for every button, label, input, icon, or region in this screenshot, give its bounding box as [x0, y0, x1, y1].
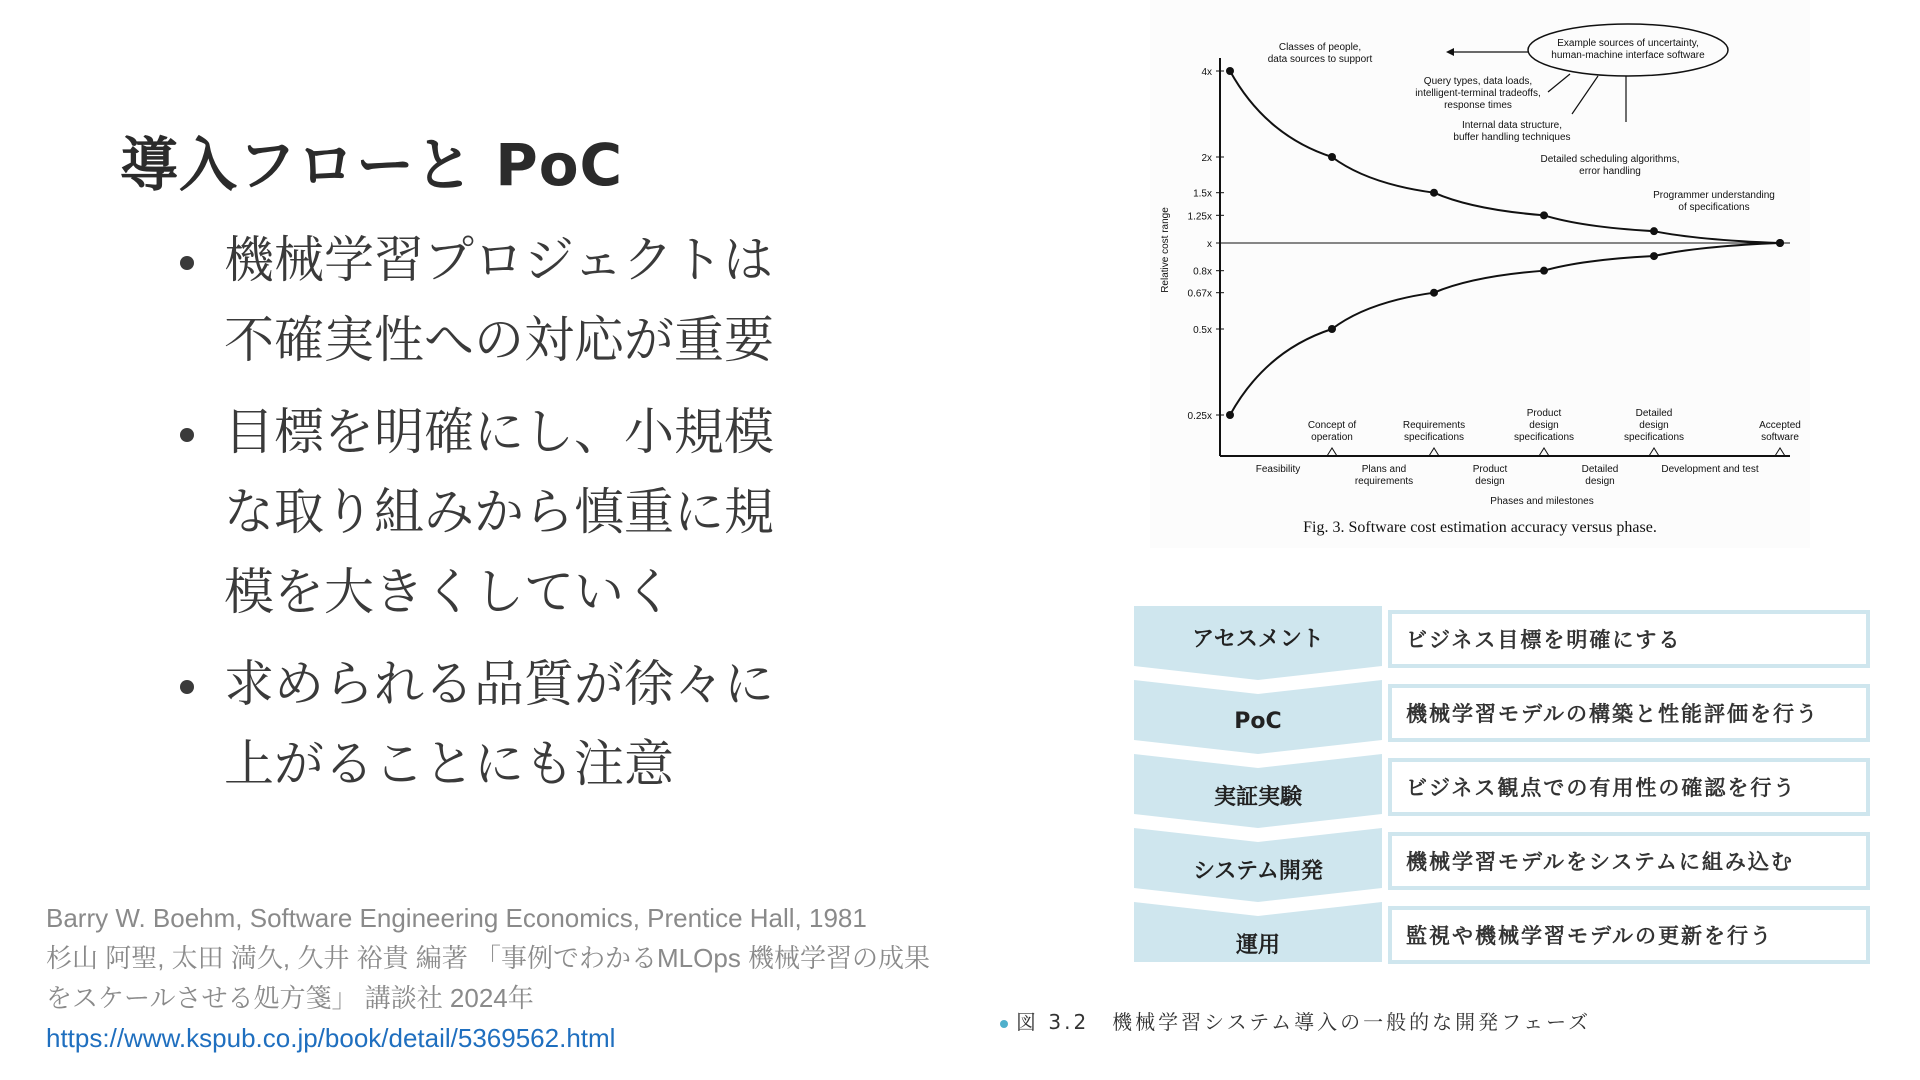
svg-text:specifications: specifications: [1403, 432, 1465, 443]
svg-text:design: design: [1529, 420, 1559, 431]
y-tick-label: 0.8x: [1193, 266, 1212, 278]
bullet-item: [180, 644, 830, 804]
svg-text:intelligent-terminal tradeoffs: intelligent-terminal tradeoffs,: [1415, 88, 1541, 99]
phase-name: 運用: [1235, 932, 1280, 958]
arrow-to-query: [1548, 74, 1570, 92]
phase-description: 監視や機械学習モデルの更新を行う: [1388, 906, 1870, 964]
svg-text:Example sources of uncertainty: Example sources of uncertainty,: [1557, 38, 1699, 49]
y-tick-label: 0.25x: [1187, 411, 1212, 422]
bullet-line: 求められる品質が徐々に: [224, 655, 774, 713]
arrow-to-internal: [1572, 76, 1598, 114]
svg-text:Query types, data loads,: Query types, data loads,: [1423, 76, 1533, 87]
svg-text:Detailed: Detailed: [1635, 408, 1673, 419]
data-point: [1328, 153, 1336, 161]
phase-label: Detailed: [1581, 464, 1619, 475]
phase-row: [1134, 754, 1878, 828]
bullet-line: 模を大きくしていく: [224, 563, 674, 621]
phase-name: アセスメント: [1192, 626, 1324, 652]
svg-text:Accepted: Accepted: [1759, 420, 1801, 431]
annotation-query: [1415, 76, 1540, 111]
svg-text:data sources to support: data sources to support: [1267, 54, 1373, 65]
svg-text:design: design: [1639, 420, 1669, 431]
phase-label: Development and test: [1661, 464, 1759, 475]
phase-label: Plans and: [1361, 464, 1407, 475]
data-point: [1650, 227, 1658, 235]
svg-text:Requirements: Requirements: [1402, 420, 1466, 431]
y-tick-label: 1.25x: [1187, 211, 1212, 223]
phase-row: [1134, 828, 1878, 902]
phase-label-box: [1134, 828, 1382, 902]
y-tick-label: 0.67x: [1187, 288, 1212, 300]
phase-label-box: [1134, 606, 1382, 680]
x-axis-label: Phases and milestones: [1490, 496, 1594, 507]
arrowhead: [1446, 48, 1454, 56]
svg-text:Classes of people,: Classes of people,: [1278, 42, 1362, 53]
svg-text:of specifications: of specifications: [1678, 202, 1750, 213]
lower-bound-curve: [1230, 243, 1780, 415]
phase-row: [1134, 680, 1878, 754]
bullet-list: [180, 220, 830, 816]
milestone-marker: [1649, 448, 1659, 456]
phase-label-box: [1134, 754, 1382, 828]
milestone-marker: [1327, 448, 1337, 456]
data-point: [1540, 211, 1548, 219]
phases-figure-caption: 図 3.2 機械学習システム導入の一般的な開発フェーズ: [1000, 1006, 1591, 1035]
annotation-scheduling: [1541, 154, 1680, 177]
phase-name: システム開発: [1193, 858, 1323, 884]
data-point: [1540, 267, 1548, 275]
reference-boehm: Barry W. Boehm, Software Engineering Economics, Prentice Hall, 1981: [46, 903, 867, 933]
cost-estimation-chart: [1150, 0, 1810, 548]
y-tick-label: 2x: [1201, 153, 1212, 164]
phase-label-box: [1134, 902, 1382, 976]
data-point: [1328, 325, 1336, 333]
svg-text:operation: operation: [1311, 432, 1353, 443]
annotation-internal: [1453, 120, 1570, 143]
svg-text:specifications: specifications: [1513, 432, 1575, 443]
milestone-label: [1308, 420, 1357, 456]
svg-text:error handling: error handling: [1579, 166, 1641, 177]
milestone-marker: [1539, 448, 1549, 456]
svg-text:Internal data structure,: Internal data structure,: [1461, 120, 1563, 131]
svg-text:specifications: specifications: [1623, 432, 1685, 443]
reference-mlops-line2: をスケールさせる処方箋」 講談社 2024年: [46, 983, 534, 1013]
svg-text:software: software: [1761, 432, 1799, 443]
phase-label-box: [1134, 680, 1382, 754]
svg-text:buffer handling techniques: buffer handling techniques: [1453, 132, 1571, 143]
annotation-programmer: [1653, 190, 1775, 213]
bullet-item: [180, 220, 830, 380]
figure-caption: Fig. 3. Software cost estimation accuracy versus phase.: [1303, 519, 1657, 536]
phase-label: Product: [1472, 464, 1508, 475]
phase-row: [1134, 606, 1878, 680]
phase-description: ビジネス目標を明確にする: [1388, 610, 1870, 668]
svg-text:Product: Product: [1526, 408, 1562, 419]
bullet-line: な取り組みから慎重に規: [224, 483, 774, 541]
milestone-label: [1759, 420, 1801, 456]
bullet-line: 上がることにも注意: [224, 735, 674, 793]
bullet-line: 不確実性への対応が重要: [224, 311, 774, 369]
bullet-line: 機械学習プロジェクトは: [224, 231, 773, 289]
svg-text:Detailed scheduling algorithms: Detailed scheduling algorithms,: [1540, 154, 1680, 165]
data-point: [1226, 411, 1234, 419]
milestone-label: [1403, 420, 1465, 456]
caption-bullet-icon: [1000, 1020, 1008, 1028]
svg-text:Concept of: Concept of: [1307, 420, 1357, 431]
reference-mlops-line1: 杉山 阿聖, 太田 満久, 久井 裕貴 編著 「事例でわかるMLOps 機械学習の成果: [46, 943, 931, 973]
bullet-item: [180, 392, 830, 632]
development-phases-figure: [1134, 606, 1878, 976]
y-tick-label: 0.5x: [1193, 325, 1212, 336]
y-axis-label: Relative cost range: [1160, 207, 1171, 293]
phase-label: design: [1475, 476, 1505, 487]
phase-label: design: [1585, 476, 1615, 487]
phase-name: 実証実験: [1213, 784, 1302, 810]
svg-text:human-machine interface softwa: human-machine interface software: [1551, 50, 1705, 61]
phase-name: PoC: [1234, 708, 1282, 734]
phase-description: ビジネス観点での有用性の確認を行う: [1388, 758, 1870, 816]
phase-row: [1134, 902, 1878, 976]
data-point: [1776, 239, 1784, 247]
data-point: [1430, 289, 1438, 297]
cost-estimation-figure: [1150, 0, 1810, 548]
annotation-classes: [1268, 42, 1373, 65]
annotation-example: [1551, 38, 1705, 61]
y-tick-label: 1.5x: [1193, 188, 1212, 200]
phase-label: requirements: [1354, 476, 1414, 487]
slide-title: 導入フローと PoC: [120, 131, 624, 199]
phase-description: 機械学習モデルの構築と性能評価を行う: [1388, 684, 1870, 742]
phase-description: 機械学習モデルをシステムに組み込む: [1388, 832, 1870, 890]
data-point: [1430, 189, 1438, 197]
data-point: [1650, 252, 1658, 260]
reference-url-link[interactable]: https://www.kspub.co.jp/book/detail/5369562.html: [46, 1023, 616, 1053]
y-tick-label: 4x: [1201, 67, 1212, 78]
references: [46, 898, 986, 1058]
data-point: [1226, 67, 1234, 75]
bullet-line: 目標を明確にし、小規模: [224, 403, 774, 461]
svg-text:Programmer understanding: Programmer understanding: [1653, 190, 1775, 201]
milestone-label: [1514, 408, 1574, 456]
milestone-marker: [1775, 448, 1785, 456]
phase-label: Feasibility: [1255, 464, 1301, 475]
y-tick-label: x: [1207, 239, 1212, 250]
milestone-label: [1624, 408, 1684, 456]
milestone-marker: [1429, 448, 1439, 456]
svg-text:response times: response times: [1444, 100, 1512, 111]
